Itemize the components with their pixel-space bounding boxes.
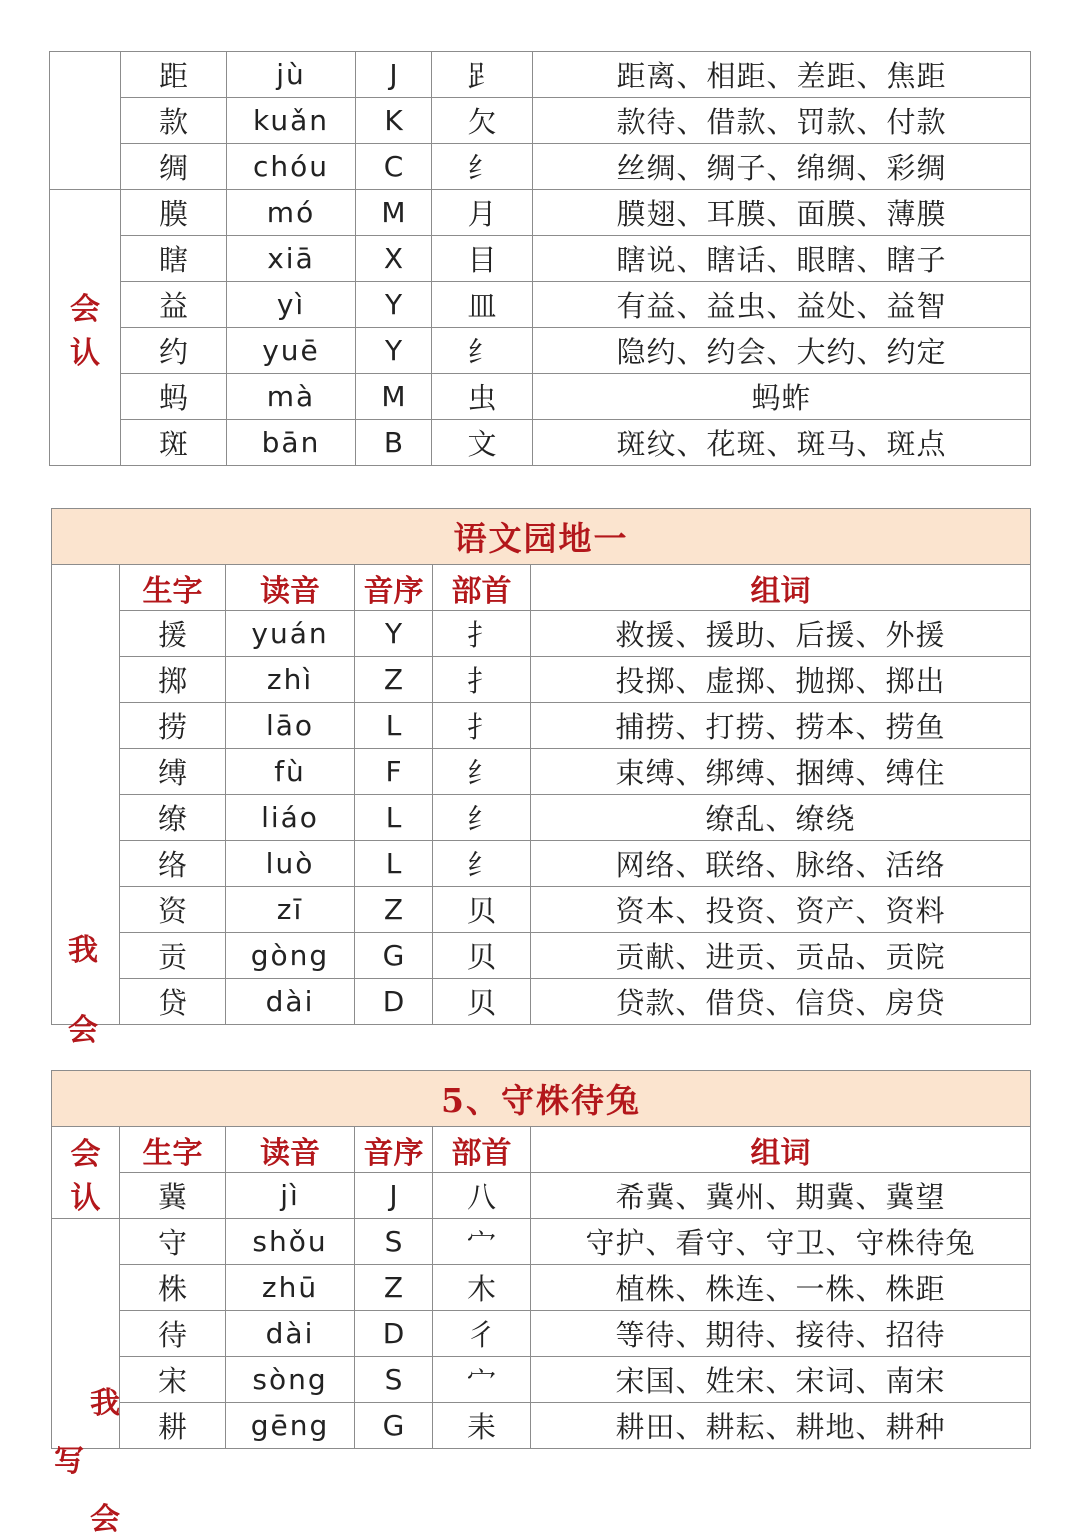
group-label-char: 会 (90, 1501, 120, 1537)
group-label-cell (52, 1127, 120, 1219)
words-cell: 投掷、虚掷、抛掷、掷出 (531, 657, 1031, 703)
radical-cell: 纟 (433, 749, 531, 795)
pinyin-cell: gòng (226, 933, 355, 979)
radical-cell: 月 (432, 190, 533, 236)
radical-cell: 扌 (433, 657, 531, 703)
radical-cell: 虫 (432, 374, 533, 420)
table-row (52, 1311, 1031, 1357)
vocab-table-continued (49, 51, 1031, 466)
order-cell: S (355, 1219, 433, 1265)
group-label-char: 会 (70, 1136, 101, 1172)
pinyin-cell: fù (226, 749, 355, 795)
char-cell: 络 (120, 841, 226, 887)
char-cell: 款 (121, 98, 227, 144)
radical-cell: 纟 (432, 328, 533, 374)
char-cell: 益 (121, 282, 227, 328)
table-row (50, 282, 1031, 328)
radical-cell: 扌 (433, 611, 531, 657)
radical-cell: 纟 (432, 144, 533, 190)
pinyin-cell: dài (226, 1311, 355, 1357)
table-row (50, 98, 1031, 144)
column-header: 生字 (120, 1127, 226, 1173)
table-row (52, 749, 1031, 795)
order-cell: K (356, 98, 432, 144)
pinyin-cell: xiā (227, 236, 356, 282)
pinyin-cell: luò (226, 841, 355, 887)
char-cell: 瞎 (121, 236, 227, 282)
pinyin-cell: yì (227, 282, 356, 328)
char-cell: 缚 (120, 749, 226, 795)
words-cell: 耕田、耕耘、耕地、耕种 (531, 1403, 1031, 1449)
words-cell: 蚂蚱 (533, 374, 1031, 420)
order-cell: Z (355, 887, 433, 933)
char-cell: 捞 (120, 703, 226, 749)
order-cell: Y (355, 611, 433, 657)
char-cell: 耕 (120, 1403, 226, 1449)
pinyin-cell: zhū (226, 1265, 355, 1311)
section-title: 语文园地一 (52, 509, 1031, 565)
order-cell: G (355, 1403, 433, 1449)
table-row (50, 144, 1031, 190)
pinyin-cell: jì (226, 1173, 355, 1219)
pinyin-cell: liáo (226, 795, 355, 841)
pinyin-cell: zhì (226, 657, 355, 703)
column-header: 部首 (433, 1127, 531, 1173)
table-row (52, 841, 1031, 887)
pinyin-cell: bān (227, 420, 356, 466)
char-cell: 待 (120, 1311, 226, 1357)
order-cell: L (355, 841, 433, 887)
pinyin-cell: yuán (226, 611, 355, 657)
pinyin-cell: mó (227, 190, 356, 236)
pinyin-cell: sòng (226, 1357, 355, 1403)
char-cell: 蚂 (121, 374, 227, 420)
words-cell: 网络、联络、脉络、活络 (531, 841, 1031, 887)
table-row (50, 190, 1031, 236)
order-cell: X (356, 236, 432, 282)
words-cell: 等待、期待、接待、招待 (531, 1311, 1031, 1357)
words-cell: 瞎说、瞎话、眼瞎、瞎子 (533, 236, 1031, 282)
order-cell: Z (355, 657, 433, 703)
order-cell: G (355, 933, 433, 979)
words-cell: 贡献、进贡、贡品、贡院 (531, 933, 1031, 979)
order-cell: M (356, 190, 432, 236)
words-cell: 斑纹、花斑、斑马、斑点 (533, 420, 1031, 466)
table-row (50, 374, 1031, 420)
order-cell: J (356, 52, 432, 98)
group-label-char: 认 (70, 335, 100, 371)
char-cell: 绸 (121, 144, 227, 190)
vocab-table-lesson-5 (51, 1070, 1031, 1537)
column-header: 组词 (531, 565, 1031, 611)
table-row (52, 703, 1031, 749)
words-cell: 有益、益虫、益处、益智 (533, 282, 1031, 328)
char-cell: 冀 (120, 1173, 226, 1219)
radical-cell: 木 (433, 1265, 531, 1311)
char-cell: 斑 (121, 420, 227, 466)
order-cell: D (355, 979, 433, 1025)
order-cell: J (355, 1173, 433, 1219)
table-row (52, 1173, 1031, 1219)
words-cell: 守护、看守、守卫、守株待兔 (531, 1219, 1031, 1265)
table-row (52, 611, 1031, 657)
char-cell: 贷 (120, 979, 226, 1025)
table-row (52, 1403, 1031, 1449)
order-cell: M (356, 374, 432, 420)
words-cell: 丝绸、绸子、绵绸、彩绸 (533, 144, 1031, 190)
char-cell: 距 (121, 52, 227, 98)
words-cell: 救援、援助、后援、外援 (531, 611, 1031, 657)
words-cell: 宋国、姓宋、宋词、南宋 (531, 1357, 1031, 1403)
char-cell: 约 (121, 328, 227, 374)
order-cell: L (355, 703, 433, 749)
words-cell: 隐约、约会、大约、约定 (533, 328, 1031, 374)
header-row (52, 565, 1031, 611)
table-row (50, 420, 1031, 466)
radical-cell: 宀 (433, 1219, 531, 1265)
table-row (52, 887, 1031, 933)
radical-cell: 贝 (433, 887, 531, 933)
words-cell: 膜翅、耳膜、面膜、薄膜 (533, 190, 1031, 236)
char-cell: 株 (120, 1265, 226, 1311)
pinyin-cell: kuǎn (227, 98, 356, 144)
words-cell: 距离、相距、差距、焦距 (533, 52, 1031, 98)
radical-cell: 欠 (432, 98, 533, 144)
group-label-char: 会 (68, 1012, 98, 1048)
radical-cell: 宀 (433, 1357, 531, 1403)
words-cell: 捕捞、打捞、捞本、捞鱼 (531, 703, 1031, 749)
pinyin-cell: jù (227, 52, 356, 98)
order-cell: Y (356, 282, 432, 328)
words-cell: 贷款、借贷、信贷、房贷 (531, 979, 1031, 1025)
group-label-char: 写 (54, 1443, 84, 1479)
pinyin-cell: yuē (227, 328, 356, 374)
table-row (50, 52, 1031, 98)
radical-cell: 皿 (432, 282, 533, 328)
order-cell: F (355, 749, 433, 795)
table-row (52, 657, 1031, 703)
char-cell: 贡 (120, 933, 226, 979)
radical-cell: 彳 (433, 1311, 531, 1357)
radical-cell: 扌 (433, 703, 531, 749)
radical-cell: 文 (432, 420, 533, 466)
radical-cell: 纟 (433, 841, 531, 887)
radical-cell: 𧾷 (432, 52, 533, 98)
pinyin-cell: gēng (226, 1403, 355, 1449)
column-header: 读音 (226, 1127, 355, 1173)
pinyin-cell: zī (226, 887, 355, 933)
column-header: 组词 (531, 1127, 1031, 1173)
char-cell: 掷 (120, 657, 226, 703)
order-cell: B (356, 420, 432, 466)
char-cell: 缭 (120, 795, 226, 841)
words-cell: 款待、借款、罚款、付款 (533, 98, 1031, 144)
column-header: 音序 (355, 1127, 433, 1173)
column-header: 读音 (226, 565, 355, 611)
group-label-cell-blank (50, 52, 121, 190)
char-cell: 援 (120, 611, 226, 657)
group-label-char: 我 (68, 932, 98, 968)
table-row (52, 795, 1031, 841)
radical-cell: 八 (433, 1173, 531, 1219)
words-cell: 资本、投资、资产、资料 (531, 887, 1031, 933)
group-label-char: 我 (90, 1385, 120, 1421)
order-cell: C (356, 144, 432, 190)
order-cell: Y (356, 328, 432, 374)
words-cell: 希冀、冀州、期冀、冀望 (531, 1173, 1031, 1219)
radical-cell: 贝 (433, 979, 531, 1025)
char-cell: 膜 (121, 190, 227, 236)
order-cell: Z (355, 1265, 433, 1311)
group-label-char: 认 (70, 1180, 101, 1216)
pinyin-cell: chóu (227, 144, 356, 190)
section-title: 5、守株待兔 (52, 1071, 1031, 1127)
order-cell: L (355, 795, 433, 841)
char-cell: 宋 (120, 1357, 226, 1403)
table-row (52, 933, 1031, 979)
group-label-cell (50, 190, 121, 466)
char-cell: 资 (120, 887, 226, 933)
table-row (50, 236, 1031, 282)
pinyin-cell: dài (226, 979, 355, 1025)
table-row (52, 1265, 1031, 1311)
words-cell: 缭乱、缭绕 (531, 795, 1031, 841)
words-cell: 束缚、绑缚、捆缚、缚住 (531, 749, 1031, 795)
radical-cell: 目 (432, 236, 533, 282)
group-label-char: 会 (70, 291, 100, 327)
char-cell: 守 (120, 1219, 226, 1265)
radical-cell: 耒 (433, 1403, 531, 1449)
words-cell: 植株、株连、一株、株距 (531, 1265, 1031, 1311)
vocab-table-yuwen-yuandi (51, 508, 1031, 1048)
radical-cell: 纟 (433, 795, 531, 841)
column-header: 部首 (433, 565, 531, 611)
group-label-cell (52, 565, 120, 1048)
column-header: 音序 (355, 565, 433, 611)
radical-cell: 贝 (433, 933, 531, 979)
group-label-cell (52, 1219, 120, 1537)
column-header: 生字 (120, 565, 226, 611)
header-row (52, 1127, 1031, 1173)
pinyin-cell: lāo (226, 703, 355, 749)
pinyin-cell: mà (227, 374, 356, 420)
table-row (52, 979, 1031, 1025)
order-cell: D (355, 1311, 433, 1357)
pinyin-cell: shǒu (226, 1219, 355, 1265)
table-row (52, 1219, 1031, 1265)
table-row (52, 1357, 1031, 1403)
order-cell: S (355, 1357, 433, 1403)
table-row (50, 328, 1031, 374)
